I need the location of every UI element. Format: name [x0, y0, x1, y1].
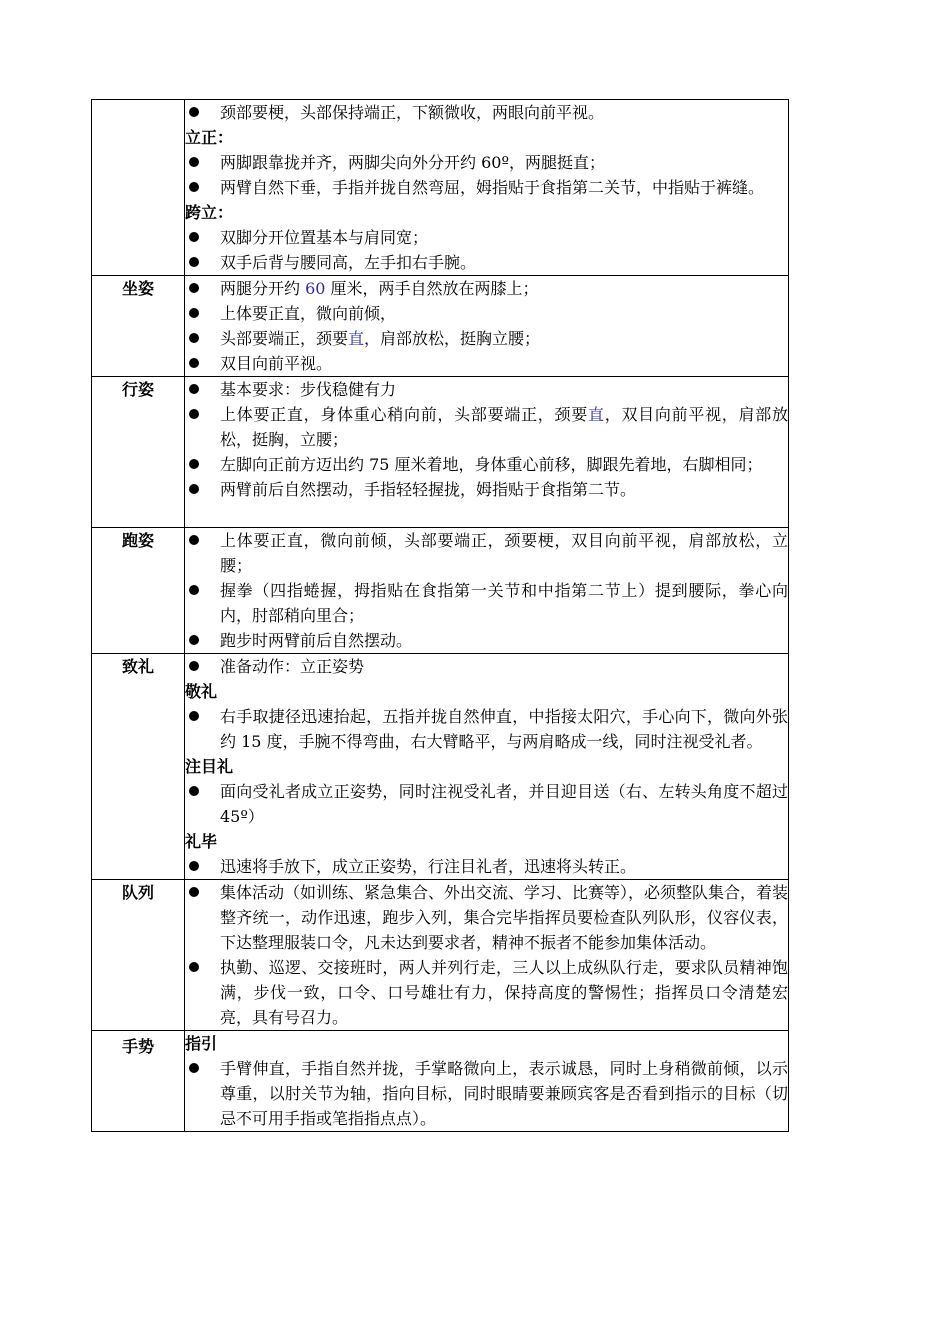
bullet-item — [185, 578, 788, 628]
table-row-sitting — [92, 276, 789, 377]
bullet-text: 颈部要梗，头部保持端正，下额微收，两眼向前平视。 — [220, 103, 605, 122]
bullet-text: 手臂伸直，手指自然并拢，手掌略微向上，表示诚恳，同时上身稍微前倾，以示尊重，以肘关节为轴，指向目标，同时眼睛要兼顾宾客是否看到指示的目标（切忌不可用手指或笔指指点点）。 — [220, 1059, 788, 1128]
row-content — [185, 276, 789, 377]
bullet-dot-icon — [189, 585, 199, 595]
bullet-dot-icon — [189, 484, 199, 494]
bullet-dot-icon — [189, 232, 199, 242]
table-row-formation — [92, 880, 789, 1031]
table-row-gesture — [92, 1031, 789, 1132]
bullet-item — [185, 100, 788, 125]
section-heading: 敬礼 — [185, 682, 218, 701]
bullet-text: 两臂自然下垂，手指并拢自然弯屈，姆指贴于食指第二关节，中指贴于裤缝。 — [220, 178, 765, 197]
bullet-dot-icon — [189, 107, 199, 117]
bullet-dot-icon — [189, 861, 199, 871]
bullet-dot-icon — [189, 333, 199, 343]
bullet-dot-icon — [189, 535, 199, 545]
row-label: 手势 — [92, 1031, 185, 1132]
bullet-dot-icon — [189, 962, 199, 972]
section-heading: 指引 — [185, 1034, 218, 1053]
row-label — [92, 100, 185, 276]
bullet-item — [185, 854, 788, 879]
text-run: ，肩部放松，挺胸立腰； — [364, 329, 541, 348]
row-label: 队列 — [92, 880, 185, 1031]
highlighted-text: 60 — [305, 279, 326, 298]
row-content — [185, 377, 789, 528]
text-run: ，双目向前平视，肩部放松，挺胸，立腰； — [220, 405, 788, 449]
bullet-item — [185, 628, 788, 653]
bullet-dot-icon — [189, 308, 199, 318]
row-content — [185, 100, 789, 276]
bullet-text: 左脚向正前方迈出约 75 厘米着地，身体重心前移，脚跟先着地，右脚相同； — [220, 455, 763, 474]
bullet-text: 双手后背与腰同高，左手扣右手腕。 — [220, 253, 477, 272]
table-row-walking — [92, 377, 789, 528]
bullet-dot-icon — [189, 182, 199, 192]
bullet-text: 右手取捷径迅速抬起，五指并拢自然伸直，中指接太阳穴，手心向下，微向外张约 15 度，手腕不得弯曲，右大臂略平，与两肩略成一线，同时注视受礼者。 — [220, 707, 788, 751]
section-heading: 礼毕 — [185, 832, 218, 851]
bullet-dot-icon — [189, 409, 199, 419]
bullet-item — [185, 955, 788, 1030]
bullet-item — [185, 402, 788, 452]
bullet-item — [185, 1056, 788, 1131]
bullet-text: 准备动作：立正姿势 — [220, 657, 365, 676]
bullet-item — [185, 654, 788, 679]
bullet-text: 面向受礼者成立正姿势，同时注视受礼者，并目迎目送（右、左转头角度不超过 45º） — [220, 782, 788, 826]
section-heading: 立正： — [185, 128, 234, 147]
bullet-item — [185, 880, 788, 955]
bullet-item — [185, 175, 788, 200]
bullet-dot-icon — [189, 257, 199, 267]
bullet-item — [185, 351, 788, 376]
bullet-item — [185, 276, 788, 301]
bullet-dot-icon — [189, 711, 199, 721]
blank-line — [185, 502, 788, 527]
bullet-text: 上体要正直，微向前倾，头部要端正，颈要梗，双目向前平视，肩部放松，立腰； — [220, 531, 788, 575]
row-content — [185, 1031, 789, 1132]
bullet-dot-icon — [189, 635, 199, 645]
bullet-text: 双脚分开位置基本与肩同宽； — [220, 228, 429, 247]
bullet-dot-icon — [189, 661, 199, 671]
bullet-text: 两脚跟靠拢并齐，两脚尖向外分开约 60º，两腿挺直； — [220, 153, 605, 172]
bullet-item — [185, 301, 788, 326]
bullet-dot-icon — [189, 459, 199, 469]
text-run: 上体要正直，身体重心稍向前，头部要端正，颈要 — [220, 405, 588, 424]
row-label: 坐姿 — [92, 276, 185, 377]
etiquette-table — [91, 99, 789, 1132]
text-run: 厘米，两手自然放在两膝上； — [325, 279, 539, 298]
bullet-text: 迅速将手放下，成立正姿势，行注目礼者，迅速将头转正。 — [220, 857, 637, 876]
bullet-dot-icon — [189, 1063, 199, 1073]
bullet-item — [185, 326, 788, 351]
text-run: 两腿分开约 — [220, 279, 306, 298]
table-row-standing — [92, 100, 789, 276]
row-content — [185, 528, 789, 654]
bullet-item — [185, 225, 788, 250]
highlighted-text: 直 — [348, 329, 365, 348]
bullet-item — [185, 377, 788, 402]
bullet-dot-icon — [189, 786, 199, 796]
bullet-dot-icon — [189, 887, 199, 897]
row-content — [185, 654, 789, 880]
section-heading: 跨立： — [185, 203, 234, 222]
bullet-dot-icon — [189, 157, 199, 167]
table-body — [92, 100, 789, 1132]
bullet-item — [185, 704, 788, 754]
bullet-item — [185, 250, 788, 275]
bullet-item — [185, 150, 788, 175]
bullet-item — [185, 779, 788, 829]
row-label: 跑姿 — [92, 528, 185, 654]
bullet-text: 集体活动（如训练、紧急集合、外出交流、学习、比赛等），必须整队集合，着装整齐统一，动作迅速，跑步入列，集合完毕指挥员要检查队列队形，仪容仪表，下达整理服装口令，凡未达到要求者，精神不振者不能参加集体活动。 — [220, 883, 789, 952]
bullet-text: 跑步时两臂前后自然摆动。 — [220, 631, 413, 650]
bullet-dot-icon — [189, 358, 199, 368]
bullet-text: 基本要求：步伐稳健有力 — [220, 380, 397, 399]
bullet-text: 双目向前平视。 — [220, 354, 333, 373]
bullet-text: 执勤、巡逻、交接班时，两人并列行走，三人以上成纵队行走，要求队员精神饱满，步伐一致，口令、口号雄壮有力，保持高度的警惕性；指挥员口令清楚宏亮，具有号召力。 — [220, 958, 788, 1027]
bullet-text: 上体要正直，微向前倾， — [220, 304, 397, 323]
bullet-item — [185, 528, 788, 578]
table-row-running — [92, 528, 789, 654]
bullet-dot-icon — [189, 384, 199, 394]
bullet-dot-icon — [189, 283, 199, 293]
row-label: 行姿 — [92, 377, 185, 528]
bullet-text: 两臂前后自然摆动，手指轻轻握拢，姆指贴于食指第二节。 — [220, 480, 637, 499]
bullet-text: 握拳（四指蜷握，拇指贴在食指第一关节和中指第二节上）提到腰际，拳心向内，肘部稍向里合； — [220, 581, 788, 625]
row-label: 致礼 — [92, 654, 185, 880]
text-run: 头部要端正，颈要 — [220, 329, 349, 348]
section-heading: 注目礼 — [185, 757, 234, 776]
highlighted-text: 直 — [587, 405, 605, 424]
table-row-salute — [92, 654, 789, 880]
row-content — [185, 880, 789, 1031]
bullet-item — [185, 452, 788, 477]
bullet-item — [185, 477, 788, 502]
